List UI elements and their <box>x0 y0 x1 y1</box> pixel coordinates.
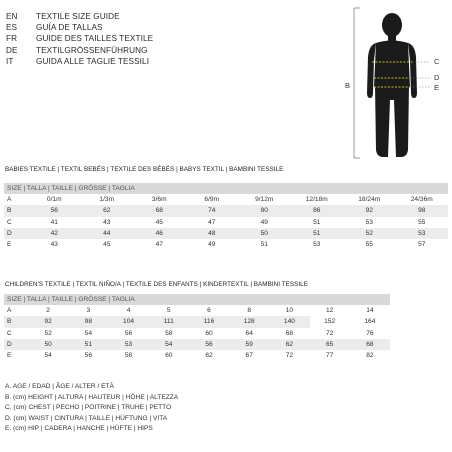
table-cell: 58 <box>165 329 173 337</box>
table-row <box>4 305 390 316</box>
table-cell: 60 <box>205 329 213 337</box>
legend-item: E. (cm) HIP | CADERA | HANCHE | HÜFTE | HIPS <box>5 425 153 433</box>
table-cell: 5 <box>166 307 171 315</box>
row-label: B <box>4 205 28 216</box>
language-code: FR <box>6 34 18 44</box>
table-cell: 6/9m <box>204 196 220 204</box>
table-cell: 55 <box>418 218 426 226</box>
table-cell: 43 <box>50 241 58 249</box>
table-cell: 68 <box>350 339 390 350</box>
children-section-title: CHILDREN'S TEXTILE | TEXTIL NIÑO/A | TEXTILE DES ENFANTS | KINDERTEXTIL | BAMBINI TESSILE <box>5 281 308 288</box>
table-cell: 56 <box>28 205 81 216</box>
table-cell: 65 <box>310 339 350 350</box>
table-cell: 44 <box>81 228 134 239</box>
table-cell: 56 <box>84 352 92 360</box>
table-header <box>4 294 390 305</box>
chest-label: C <box>434 57 440 66</box>
table-cell: 50 <box>238 228 291 239</box>
babies-size-table <box>4 183 448 250</box>
measurement-legend <box>5 382 178 435</box>
table-header-label: SIZE | TALLA | TAILLE | GRÖSSE | TAGLIA <box>4 183 448 194</box>
guide-title: TEXTILE SIZE GUIDE <box>36 12 120 21</box>
children-size-table <box>4 294 390 361</box>
table-cell: 104 <box>108 316 148 327</box>
table-cell: 53 <box>313 241 321 249</box>
waist-label: D <box>434 73 440 82</box>
table-row <box>4 194 448 205</box>
table-cell: 98 <box>68 316 108 327</box>
legend-item: B. (cm) HEIGHT | ALTURA | HAUTEUR | HÖHE | ALTEZZA <box>5 393 179 401</box>
table-cell: 49 <box>208 241 216 249</box>
guide-row-es <box>6 22 153 33</box>
table-cell: 53 <box>365 218 373 226</box>
table-cell: 116 <box>189 316 229 327</box>
table-cell: 62 <box>269 339 309 350</box>
row-label: C <box>7 329 12 337</box>
table-cell: 14 <box>366 307 374 315</box>
table-cell: 46 <box>133 228 186 239</box>
table-cell: 152 <box>310 316 350 327</box>
table-cell: 49 <box>260 218 268 226</box>
table-cell: 6 <box>207 307 211 315</box>
row-label: E <box>7 352 12 360</box>
language-code: ES <box>6 23 18 33</box>
guide-row-fr <box>6 33 153 44</box>
language-code: EN <box>6 12 18 21</box>
table-cell: 8 <box>247 307 252 315</box>
table-cell: 57 <box>418 241 426 249</box>
legend-item: D. (cm) WAIST | CINTURA | TAILLE | HÜFTUNG | VITA <box>5 414 168 422</box>
table-header <box>4 183 448 194</box>
table-cell: 140 <box>269 316 309 327</box>
table-cell: 54 <box>149 339 189 350</box>
measurement-figure <box>338 5 448 165</box>
table-cell: 52 <box>44 329 52 337</box>
table-cell: 76 <box>366 329 374 337</box>
table-cell: 45 <box>155 218 163 226</box>
table-cell: 58 <box>124 352 133 360</box>
row-label: C <box>7 218 12 226</box>
row-label: A <box>7 196 12 204</box>
table-cell: 98 <box>396 205 449 216</box>
table-cell: 1/3m <box>99 196 115 204</box>
language-code: DE <box>6 45 18 55</box>
table-cell: 77 <box>325 352 334 360</box>
table-cell: 9/12m <box>255 196 274 204</box>
table-cell: 68 <box>285 329 294 337</box>
hip-label: E <box>434 83 440 92</box>
legend-item: C. (cm) CHEST | PECHO | POITRINE | TRUHE | PETTO <box>5 404 172 412</box>
table-cell: 60 <box>165 352 173 360</box>
table-cell: 51 <box>313 218 321 226</box>
table-cell: 111 <box>149 316 189 327</box>
table-cell: 3 <box>86 307 91 315</box>
table-cell: 12 <box>325 307 334 315</box>
table-cell: 54 <box>84 329 92 337</box>
child-silhouette-icon <box>338 5 448 165</box>
table-cell: 64 <box>245 329 253 337</box>
row-label: A <box>7 307 12 315</box>
table-cell: 68 <box>133 205 186 216</box>
table-cell: 62 <box>81 205 134 216</box>
table-cell: 82 <box>366 352 374 360</box>
table-cell: 50 <box>28 339 68 350</box>
guide-title: GUIDE DES TAILLES TEXTILE <box>36 34 154 44</box>
row-label: B <box>4 316 28 327</box>
row-label: D <box>4 228 28 239</box>
table-cell: 92 <box>343 205 396 216</box>
row-label: E <box>7 241 12 249</box>
table-cell: 47 <box>208 218 216 226</box>
language-code: IT <box>6 56 14 66</box>
table-cell: 53 <box>108 339 148 350</box>
table-cell: 72 <box>325 329 334 337</box>
table-cell: 18/24m <box>358 196 381 204</box>
table-cell: 0/1m <box>46 196 62 204</box>
guide-title: GUIDA ALLE TAGLIE TESSILI <box>36 56 150 66</box>
table-cell: 51 <box>260 241 268 249</box>
table-cell: 12/18m <box>305 196 328 204</box>
table-row <box>4 217 448 228</box>
table-row <box>4 350 390 361</box>
row-label: D <box>4 339 28 350</box>
table-row <box>4 339 390 350</box>
table-cell: 54 <box>44 352 52 360</box>
table-cell: 128 <box>229 316 269 327</box>
table-cell: 59 <box>229 339 269 350</box>
table-cell: 56 <box>124 329 133 337</box>
table-cell: 56 <box>189 339 229 350</box>
table-cell: 45 <box>103 241 111 249</box>
table-cell: 52 <box>343 228 396 239</box>
table-cell: 74 <box>186 205 239 216</box>
table-cell: 80 <box>238 205 291 216</box>
guide-row-it <box>6 56 153 67</box>
table-cell: 86 <box>291 205 344 216</box>
table-row <box>4 239 448 250</box>
table-row <box>4 205 448 216</box>
table-cell: 164 <box>350 316 390 327</box>
table-row <box>4 316 390 327</box>
table-header-label: SIZE | TALLA | TAILLE | GRÖSSE | TAGLIA <box>4 294 390 305</box>
table-cell: 92 <box>28 316 68 327</box>
table-cell: 42 <box>28 228 81 239</box>
table-cell: 41 <box>50 218 58 226</box>
table-row <box>4 228 448 239</box>
table-cell: 43 <box>103 218 111 226</box>
table-cell: 47 <box>155 241 163 249</box>
guide-title: GUÍA DE TALLAS <box>36 23 103 33</box>
height-label: B <box>345 81 351 90</box>
babies-section-title: BABIES TEXTILE | TEXTIL BEBÉS | TEXTILE DES BÉBÉS | BABYS TEXTIL | BAMBINI TESSILE <box>5 166 284 173</box>
table-cell: 55 <box>365 241 373 249</box>
guide-row-en <box>6 11 153 22</box>
table-cell: 24/36m <box>410 196 433 204</box>
table-cell: 2 <box>46 307 50 315</box>
legend-item: A. AGE / EDAD | ÂGE / ALTER / ETÀ <box>5 383 114 390</box>
table-cell: 67 <box>245 352 253 360</box>
table-cell: 4 <box>126 307 131 315</box>
size-guide-titles <box>6 11 153 67</box>
guide-title: TEXTILGRÖSSENFÜHRUNG <box>36 45 148 55</box>
table-cell: 53 <box>396 228 449 239</box>
table-cell: 72 <box>285 352 294 360</box>
table-cell: 48 <box>186 228 239 239</box>
guide-row-de <box>6 45 153 56</box>
table-cell: 51 <box>291 228 344 239</box>
table-cell: 62 <box>205 352 213 360</box>
table-cell: 3/6m <box>151 196 167 204</box>
silhouette-shape <box>367 13 417 157</box>
table-cell: 10 <box>285 307 294 315</box>
table-cell: 51 <box>68 339 108 350</box>
table-row <box>4 328 390 339</box>
